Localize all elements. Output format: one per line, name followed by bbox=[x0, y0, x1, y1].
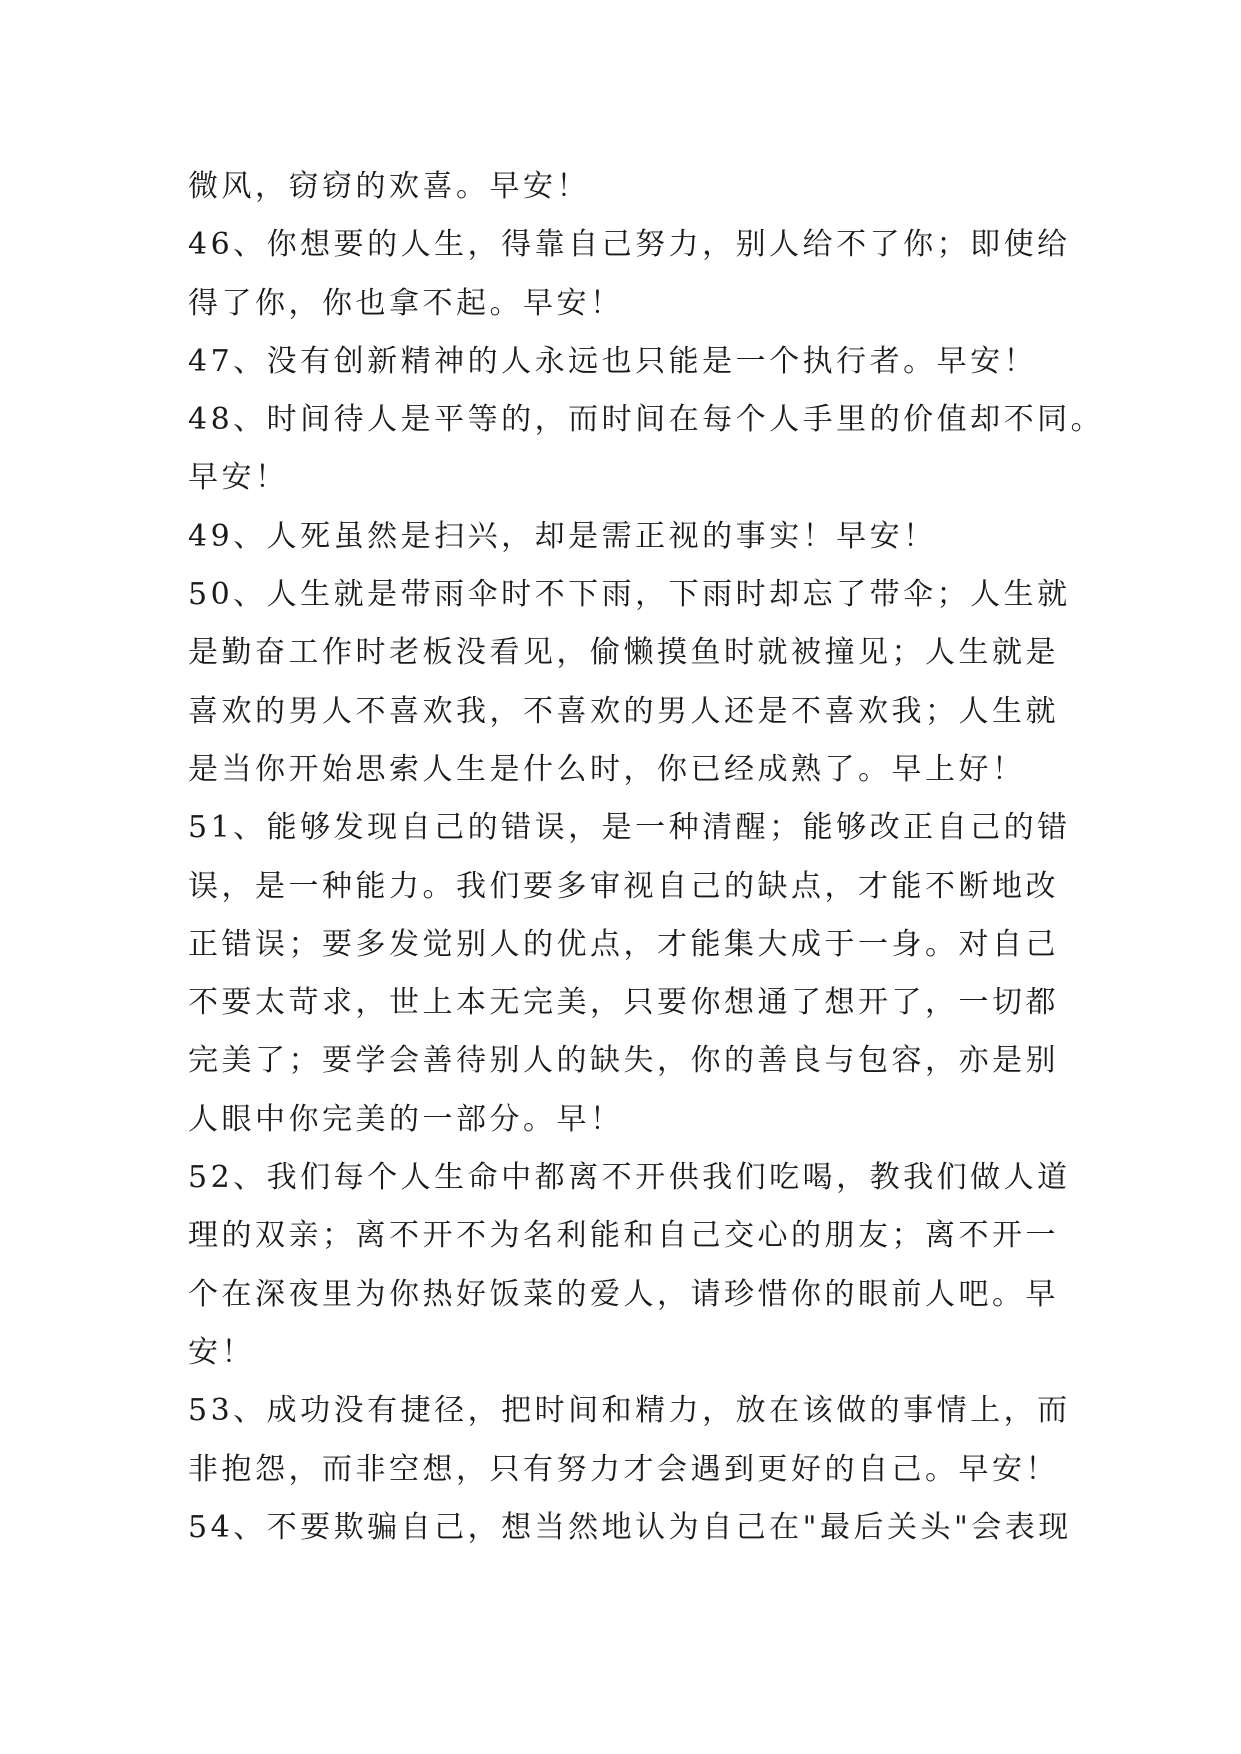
text-line: 49、人死虽然是扫兴，却是需正视的事实！早安！ bbox=[188, 518, 937, 554]
text-line: 是勤奋工作时老板没看见，偷懒摸鱼时就被撞见；人生就是 bbox=[188, 635, 1059, 671]
text-line: 52、我们每个人生命中都离不开供我们吃喝，教我们做人道 bbox=[188, 1160, 1071, 1196]
text-line: 得了你，你也拿不起。早安！ bbox=[188, 285, 624, 321]
text-line: 48、时间待人是平等的，而时间在每个人手里的价值却不同。 bbox=[188, 402, 1105, 438]
text-line: 早安！ bbox=[188, 460, 289, 496]
text-line: 50、人生就是带雨伞时不下雨，下雨时却忘了带伞；人生就 bbox=[188, 577, 1071, 613]
text-line: 是当你开始思索人生是什么时，你已经成熟了。早上好！ bbox=[188, 751, 1026, 787]
text-line: 微风，窃窃的欢喜。早安！ bbox=[188, 169, 590, 204]
text-line: 53、成功没有捷径，把时间和精力，放在该做的事情上，而 bbox=[188, 1393, 1071, 1429]
text-line: 人眼中你完美的一部分。早！ bbox=[188, 1101, 624, 1137]
text-line: 非抱怨，而非空想，只有努力才会遇到更好的自己。早安！ bbox=[188, 1451, 1059, 1487]
text-line: 完美了；要学会善待别人的缺失，你的善良与包容，亦是别 bbox=[188, 1043, 1059, 1079]
text-line: 理的双亲；离不开不为名利能和自己交心的朋友；离不开一 bbox=[188, 1218, 1059, 1254]
text-line: 正错误；要多发觉别人的优点，才能集大成于一身。对自己 bbox=[188, 926, 1059, 962]
text-line: 46、你想要的人生，得靠自己努力，别人给不了你；即使给 bbox=[188, 227, 1071, 263]
text-line: 47、没有创新精神的人永远也只能是一个执行者。早安！ bbox=[188, 343, 1038, 379]
text-line: 不要太苛求，世上本无完美，只要你想通了想开了，一切都 bbox=[188, 985, 1059, 1021]
text-line: 个在深夜里为你热好饭菜的爱人，请珍惜你的眼前人吧。早 bbox=[188, 1276, 1059, 1312]
text-line: 51、能够发现自己的错误，是一种清醒；能够改正自己的错 bbox=[188, 810, 1071, 846]
text-line: 54、不要欺骗自己，想当然地认为自己在"最后关头"会表现 bbox=[188, 1509, 1072, 1545]
text-line: 喜欢的男人不喜欢我，不喜欢的男人还是不喜欢我；人生就 bbox=[188, 693, 1059, 729]
text-line: 误，是一种能力。我们要多审视自己的缺点，才能不断地改 bbox=[188, 868, 1059, 904]
text-line: 安！ bbox=[188, 1334, 255, 1370]
body-text bbox=[188, 158, 1105, 1557]
